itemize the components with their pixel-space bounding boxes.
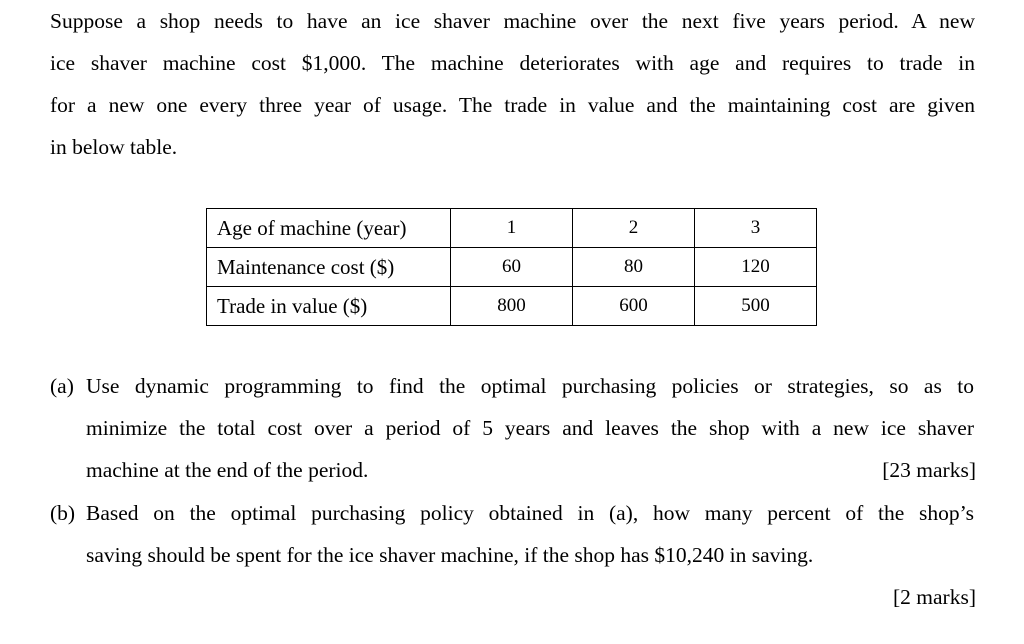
table-cell: 60 — [450, 248, 572, 287]
question-b-line-1: Based on the optimal purchasing policy obtained in (a), how many percent of the shop’s — [86, 501, 974, 525]
row-label-maintenance: Maintenance cost ($) — [207, 248, 451, 287]
row-label-trade-in: Trade in value ($) — [207, 287, 451, 326]
question-a-marks: [23 marks] — [882, 458, 976, 482]
row-label-age: Age of machine (year) — [207, 209, 451, 248]
question-a-line-2: minimize the total cost over a period of 5 years and leaves the shop with a new ice shaver — [86, 416, 974, 440]
table-cell: 2 — [572, 209, 694, 248]
table-cell: 120 — [694, 248, 816, 287]
table-cell: 800 — [450, 287, 572, 326]
question-a-line-3: machine at the end of the period. — [86, 458, 369, 482]
table-cell: 500 — [694, 287, 816, 326]
question-b-marks: [2 marks] — [893, 585, 976, 609]
table-cell: 1 — [450, 209, 572, 248]
problem-line-2: ice shaver machine cost $1,000. The machine deteriorates with age and requires to trade in — [50, 51, 975, 75]
question-b-label: (b) — [50, 501, 76, 525]
question-a-label: (a) — [50, 374, 74, 398]
problem-line-3: for a new one every three year of usage. The trade in value and the maintaining cost are given — [50, 93, 975, 117]
table-cell: 600 — [572, 287, 694, 326]
question-a-line-1: Use dynamic programming to find the optimal purchasing policies or strategies, so as to — [86, 374, 974, 398]
table-cell: 3 — [694, 209, 816, 248]
question-b-line-2: saving should be spent for the ice shaver machine, if the shop has $10,240 in saving. — [86, 543, 814, 567]
table-cell: 80 — [572, 248, 694, 287]
problem-line-1: Suppose a shop needs to have an ice shaver machine over the next five years period. A new — [50, 9, 975, 33]
problem-line-4: in below table. — [50, 135, 178, 159]
